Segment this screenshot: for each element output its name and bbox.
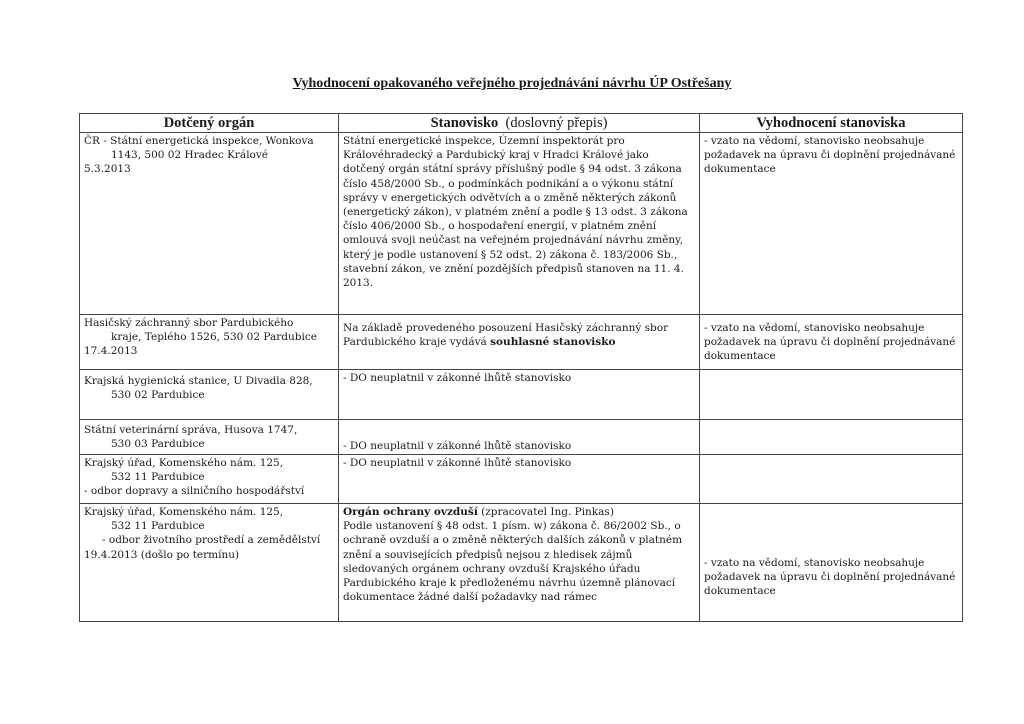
organ-address: 530 03 Pardubice — [111, 438, 205, 451]
organ-cell — [80, 504, 339, 622]
evaluation-cell: - vzato na vědomí, stanovisko neobsahuje požadavek na úpravu či doplnění projednávané dokumentace — [700, 315, 963, 370]
evaluation-cell: - vzato na vědomí, stanovisko neobsahuje požadavek na úpravu či doplnění projednávané dokumentace — [700, 133, 963, 315]
table-row — [80, 420, 963, 455]
organ-department: - odbor dopravy a silničního hospodářství — [84, 485, 305, 498]
table-row — [80, 315, 963, 370]
organ-department: - odbor životního prostředí a zemědělství — [102, 534, 321, 547]
table-header-row — [80, 114, 963, 133]
organ-name: Krajský úřad, Komenského nám. 125, — [84, 506, 284, 518]
opinion-decision: souhlasné stanovisko — [490, 336, 616, 349]
table-row — [80, 133, 963, 315]
organ-address: 1143, 500 02 Hradec Králové — [111, 149, 269, 162]
evaluation-cell — [700, 420, 963, 455]
opinion-text: Podle ustanovení § 48 odst. 1 písm. w) zákona č. 86/2002 Sb., o ochraně ovzduší a o změně některých dalších zákonů v platném znění a souvisejících předpisů nejsou z hledisek zájmů sledovaných orgánem ochrany ovzduší Krajského úřadu Pardubického kraje k předloženému návrhu územně plánovací dokumentace žádné další požadavky nad rámec — [343, 520, 683, 604]
evaluation-table — [79, 113, 963, 622]
opinion-cell — [339, 315, 700, 370]
organ-name: Krajský úřad, Komenského nám. 125, — [84, 457, 284, 469]
organ-cell — [80, 133, 339, 315]
opinion-cell: Státní energetické inspekce, Územní inspektorát pro Královéhradecký a Pardubický kraj v Hradci Králové jako dotčený orgán státní správy příslušný podle § 94 odst. 3 zákona číslo 458/2000 Sb., o podmínkách podnikání a o výkonu státní správy v energetických odvětvích a o změně některých zákonů (energetický zákon), v platném znění a podle § 13 odst. 3 zákona číslo 406/2000 Sb., o hospodaření energií, v platném znění omlouvá svoji neúčast na veřejném projednávání návrhu změny, který je podle ustanovení § 52 odst. 2) zákona č. 183/2006 Sb., stavební zákon, ve znění pozdějších předpisů stanoven na 11. 4. 2013. — [339, 133, 700, 315]
organ-cell — [80, 315, 339, 370]
header-opinion-sub: (doslovný přepis) — [505, 115, 608, 131]
organ-address: kraje, Teplého 1526, 530 02 Pardubice — [111, 331, 317, 344]
organ-cell — [80, 455, 339, 504]
opinion-cell — [339, 504, 700, 622]
table-row — [80, 504, 963, 622]
opinion-cell: - DO neuplatnil v zákonné lhůtě stanovisko — [339, 455, 700, 504]
organ-name: ČR - Státní energetická inspekce, Wonkova — [84, 135, 314, 147]
organ-address: 532 11 Pardubice — [111, 520, 205, 533]
organ-name: Státní veterinární správa, Husova 1747, — [84, 424, 298, 436]
opinion-heading: Orgán ochrany ovzduší — [343, 506, 478, 518]
document-title: Vyhodnocení opakovaného veřejného projednávání návrhu ÚP Ostřešany — [292, 76, 732, 91]
header-organ: Dotčený orgán — [80, 114, 339, 133]
organ-date: 19.4.2013 (došlo po termínu) — [84, 548, 240, 561]
opinion-cell: - DO neuplatnil v zákonné lhůtě stanovisko — [339, 420, 700, 455]
evaluation-cell: - vzato na vědomí, stanovisko neobsahuje požadavek na úpravu či doplnění projednávané dokumentace — [700, 504, 963, 622]
table-row — [80, 455, 963, 504]
organ-address: 532 11 Pardubice — [111, 471, 205, 484]
organ-date: 17.4.2013 — [84, 345, 138, 358]
opinion-text: Na základě provedeného posouzení Hasičský záchranný sbor Pardubického kraje vydává — [343, 322, 669, 349]
organ-cell — [80, 420, 339, 455]
header-opinion-main: Stanovisko — [430, 115, 499, 131]
evaluation-cell — [700, 455, 963, 504]
header-evaluation: Vyhodnocení stanoviska — [700, 114, 963, 133]
opinion-heading-suffix: (zpracovatel Ing. Pinkas) — [477, 506, 614, 518]
header-opinion — [339, 114, 700, 133]
organ-cell — [80, 370, 339, 420]
organ-name: Krajská hygienická stanice, U Divadla 828, — [84, 375, 313, 387]
organ-date: 5.3.2013 — [84, 163, 131, 176]
evaluation-cell — [700, 370, 963, 420]
opinion-cell: - DO neuplatnil v zákonné lhůtě stanovisko — [339, 370, 700, 420]
table-row — [80, 370, 963, 420]
organ-address: 530 02 Pardubice — [111, 389, 205, 402]
organ-name: Hasičský záchranný sbor Pardubického — [84, 317, 294, 329]
